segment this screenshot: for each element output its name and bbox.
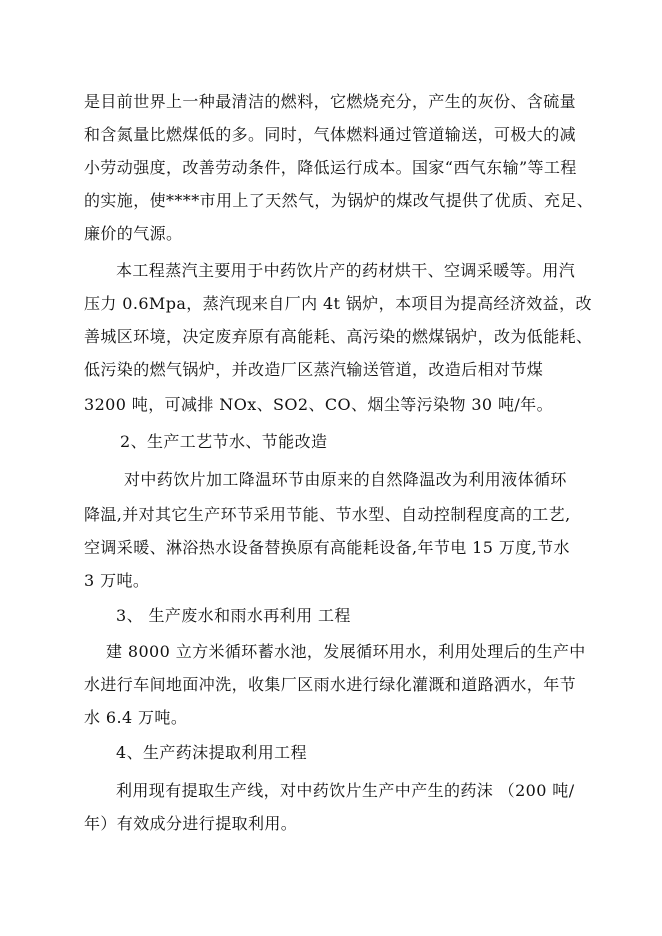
text-line: 降温,并对其它生产环节采用节能、节水型、自动控制程度高的工艺, — [84, 505, 571, 524]
text-line: 的实施，使****市用上了天然气，为锅炉的煤改气提供了优质、充足、 — [84, 191, 594, 210]
text-line: 和含氮量比燃煤低的多。同时，气体燃料通过管道输送，可极大的减 — [84, 125, 577, 144]
text-line: 本工程蒸汽主要用于中药饮片产的药材烘干、空调采暖等。用汽 — [116, 261, 576, 280]
text-line: 小劳动强度，改善劳动条件，降低运行成本。国家“西气东输”等工程 — [84, 158, 577, 177]
text-line: 利用现有提取生产线，对中药饮片生产中产生的药沫 （200 吨/ — [116, 781, 575, 800]
text-line: 3 万吨。 — [84, 571, 150, 590]
text-line: 廉价的气源。 — [84, 224, 183, 243]
text-line: 水进行车间地面冲洗，收集厂区雨水进行绿化灌溉和道路洒水，年节 — [84, 675, 577, 694]
section-heading-3: 3、 生产废水和雨水再利用 工程 — [116, 606, 351, 625]
text-line: 空调采暖、淋浴热水设备替换原有高能耗设备,年节电 15 万度,节水 — [84, 538, 570, 557]
text-line: 对中药饮片加工降温环节由原来的自然降温改为利用液体循环 — [124, 470, 567, 489]
text-line: 是目前世界上一种最清洁的燃料，它燃烧充分，产生的灰份、含硫量 — [84, 92, 577, 111]
text-line: 建 8000 立方米循环蓄水池，发展循环用水，利用处理后的生产中 — [106, 642, 586, 661]
section-heading-4: 4、生产药沫提取利用工程 — [116, 743, 307, 762]
text-line: 3200 吨，可减排 NOx、SO2、CO、烟尘等污染物 30 吨/年。 — [84, 395, 553, 414]
section-heading-2: 2、生产工艺节水、节能改造 — [120, 432, 328, 451]
text-line: 水 6.4 万吨。 — [84, 708, 188, 727]
text-line: 低污染的燃气锅炉，并改造厂区蒸汽输送管道，改造后相对节煤 — [84, 360, 544, 379]
text-line: 压力 0.6Mpa，蒸汽现来自厂内 4t 锅炉，本项目为提高经济效益，改 — [84, 294, 592, 313]
text-line: 善城区环境，决定废弃原有高能耗、高污染的燃煤锅炉，改为低能耗、 — [84, 327, 593, 346]
text-line: 年）有效成分进行提取利用。 — [84, 814, 298, 833]
